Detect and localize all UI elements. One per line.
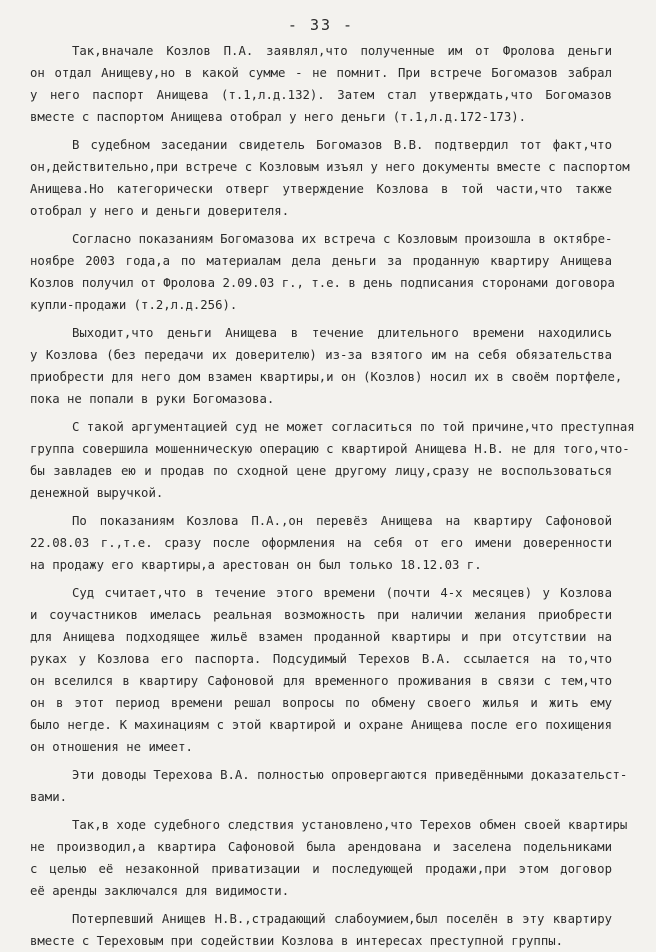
text-line: с целью её незаконной приватизации и последующей продажи,при этом договор	[30, 862, 612, 876]
text-line: руках у Козлова его паспорта. Подсудимый Терехов В.А. ссылается на то,что	[30, 652, 612, 666]
paragraph	[30, 134, 630, 222]
text-line: С такой аргументацией суд не может согласиться по той причине,что преступная	[72, 420, 635, 434]
text-line: приобрести для него дом взамен квартиры,и он (Козлов) носил их в своём портфеле,	[30, 370, 623, 384]
text-line: ноябре 2003 года,а по материалам дела деньги за проданную квартиру Анищева	[30, 254, 612, 268]
text-line: отобрал у него и деньги доверителя.	[30, 204, 290, 218]
paragraph	[30, 764, 628, 808]
text-line: Так,вначале Козлов П.А. заявлял,что полученные им от Фролова деньги	[72, 44, 612, 58]
paragraph	[30, 510, 612, 576]
text-line: По показаниям Козлова П.А.,он перевёз Анищева на квартиру Сафоновой	[72, 514, 612, 528]
paragraph	[30, 228, 615, 316]
text-line: Выходит,что деньги Анищева в течение длительного времени находились	[72, 326, 612, 340]
text-line: группа совершила мошенническую операцию с квартирой Анищева Н.В. не для того,что-	[30, 442, 630, 456]
text-line: 22.08.03 г.,т.е. сразу после оформления на себя от его имени доверенности	[30, 536, 612, 550]
text-line: для Анищева подходящее жильё взамен проданной квартиры и при отсутствии на	[30, 630, 612, 644]
text-line: Козлов получил от Фролова 2.09.03 г., т.е. в день подписания сторонами договора	[30, 276, 615, 290]
text-line: Анищева.Но категорически отверг утверждение Козлова в той части,что также	[30, 182, 612, 196]
text-line: денежной выручкой.	[30, 486, 164, 500]
text-line: купли-продажи (т.2,л.д.256).	[30, 298, 238, 312]
paragraph	[30, 322, 623, 410]
text-line: у него паспорт Анищева (т.1,л.д.132). Затем стал утверждать,что Богомазов	[30, 88, 612, 102]
text-line: Суд считает,что в течение этого времени (почти 4-х месяцев) у Козлова	[72, 586, 612, 600]
text-line: он вселился в квартиру Сафоновой для временного проживания в связи с тем,что	[30, 674, 612, 688]
text-line: В судебном заседании свидетель Богомазов В.В. подтвердил тот факт,что	[72, 138, 612, 152]
text-line: пока не попали в руки Богомазова.	[30, 392, 275, 406]
text-line: он в этот период времени решал вопросы по обмену своего жилья и жить ему	[30, 696, 612, 710]
text-line: вами.	[30, 790, 68, 804]
page-number: - 33 -	[287, 16, 355, 34]
text-line: Эти доводы Терехова В.А. полностью опровергаются приведёнными доказательст-	[72, 768, 628, 782]
text-line: вместе с паспортом Анищева отобрал у него деньги (т.1,л.д.172-173).	[30, 110, 527, 124]
paragraph	[30, 908, 612, 952]
text-line: он,действительно,при встрече с Козловым изъял у него документы вместе с паспортом	[30, 160, 630, 174]
text-line: у Козлова (без передачи их доверителю) из-за взятого им на себя обязательства	[30, 348, 612, 362]
text-line: Потерпевший Анищев Н.В.,страдающий слабоумием,был поселён в эту квартиру	[72, 912, 612, 926]
text-line: не производил,а квартира Сафоновой была арендована и заселена подельниками	[30, 840, 612, 854]
text-line: Так,в ходе судебного следствия установлено,что Терехов обмен своей квартиры	[72, 818, 628, 832]
text-line: её аренды заключался для видимости.	[30, 884, 290, 898]
text-line: он отдал Анищеву,но в какой сумме - не помнит. При встрече Богомазов забрал	[30, 66, 612, 80]
text-line: и соучастников имелась реальная возможность при наличии желания приобрести	[30, 608, 612, 622]
text-line: Согласно показаниям Богомазова их встреча с Козловым произошла в октябре-	[72, 232, 613, 246]
text-line: было негде. К махинациям с этой квартирой и охране Анищева после его похищения	[30, 718, 612, 732]
paragraph	[30, 416, 635, 504]
document-body	[30, 40, 635, 952]
text-line: вместе с Тереховым при содействии Козлова в интересах преступной группы.	[30, 934, 564, 948]
paragraph	[30, 582, 612, 758]
paragraph	[30, 40, 612, 128]
text-line: бы завладев ею и продав по сходной цене другому лицу,сразу не воспользоваться	[30, 464, 612, 478]
text-line: он отношения не имеет.	[30, 740, 193, 754]
text-line: на продажу его квартиры,а арестован он был только 18.12.03 г.	[30, 558, 482, 572]
paragraph	[30, 814, 628, 902]
